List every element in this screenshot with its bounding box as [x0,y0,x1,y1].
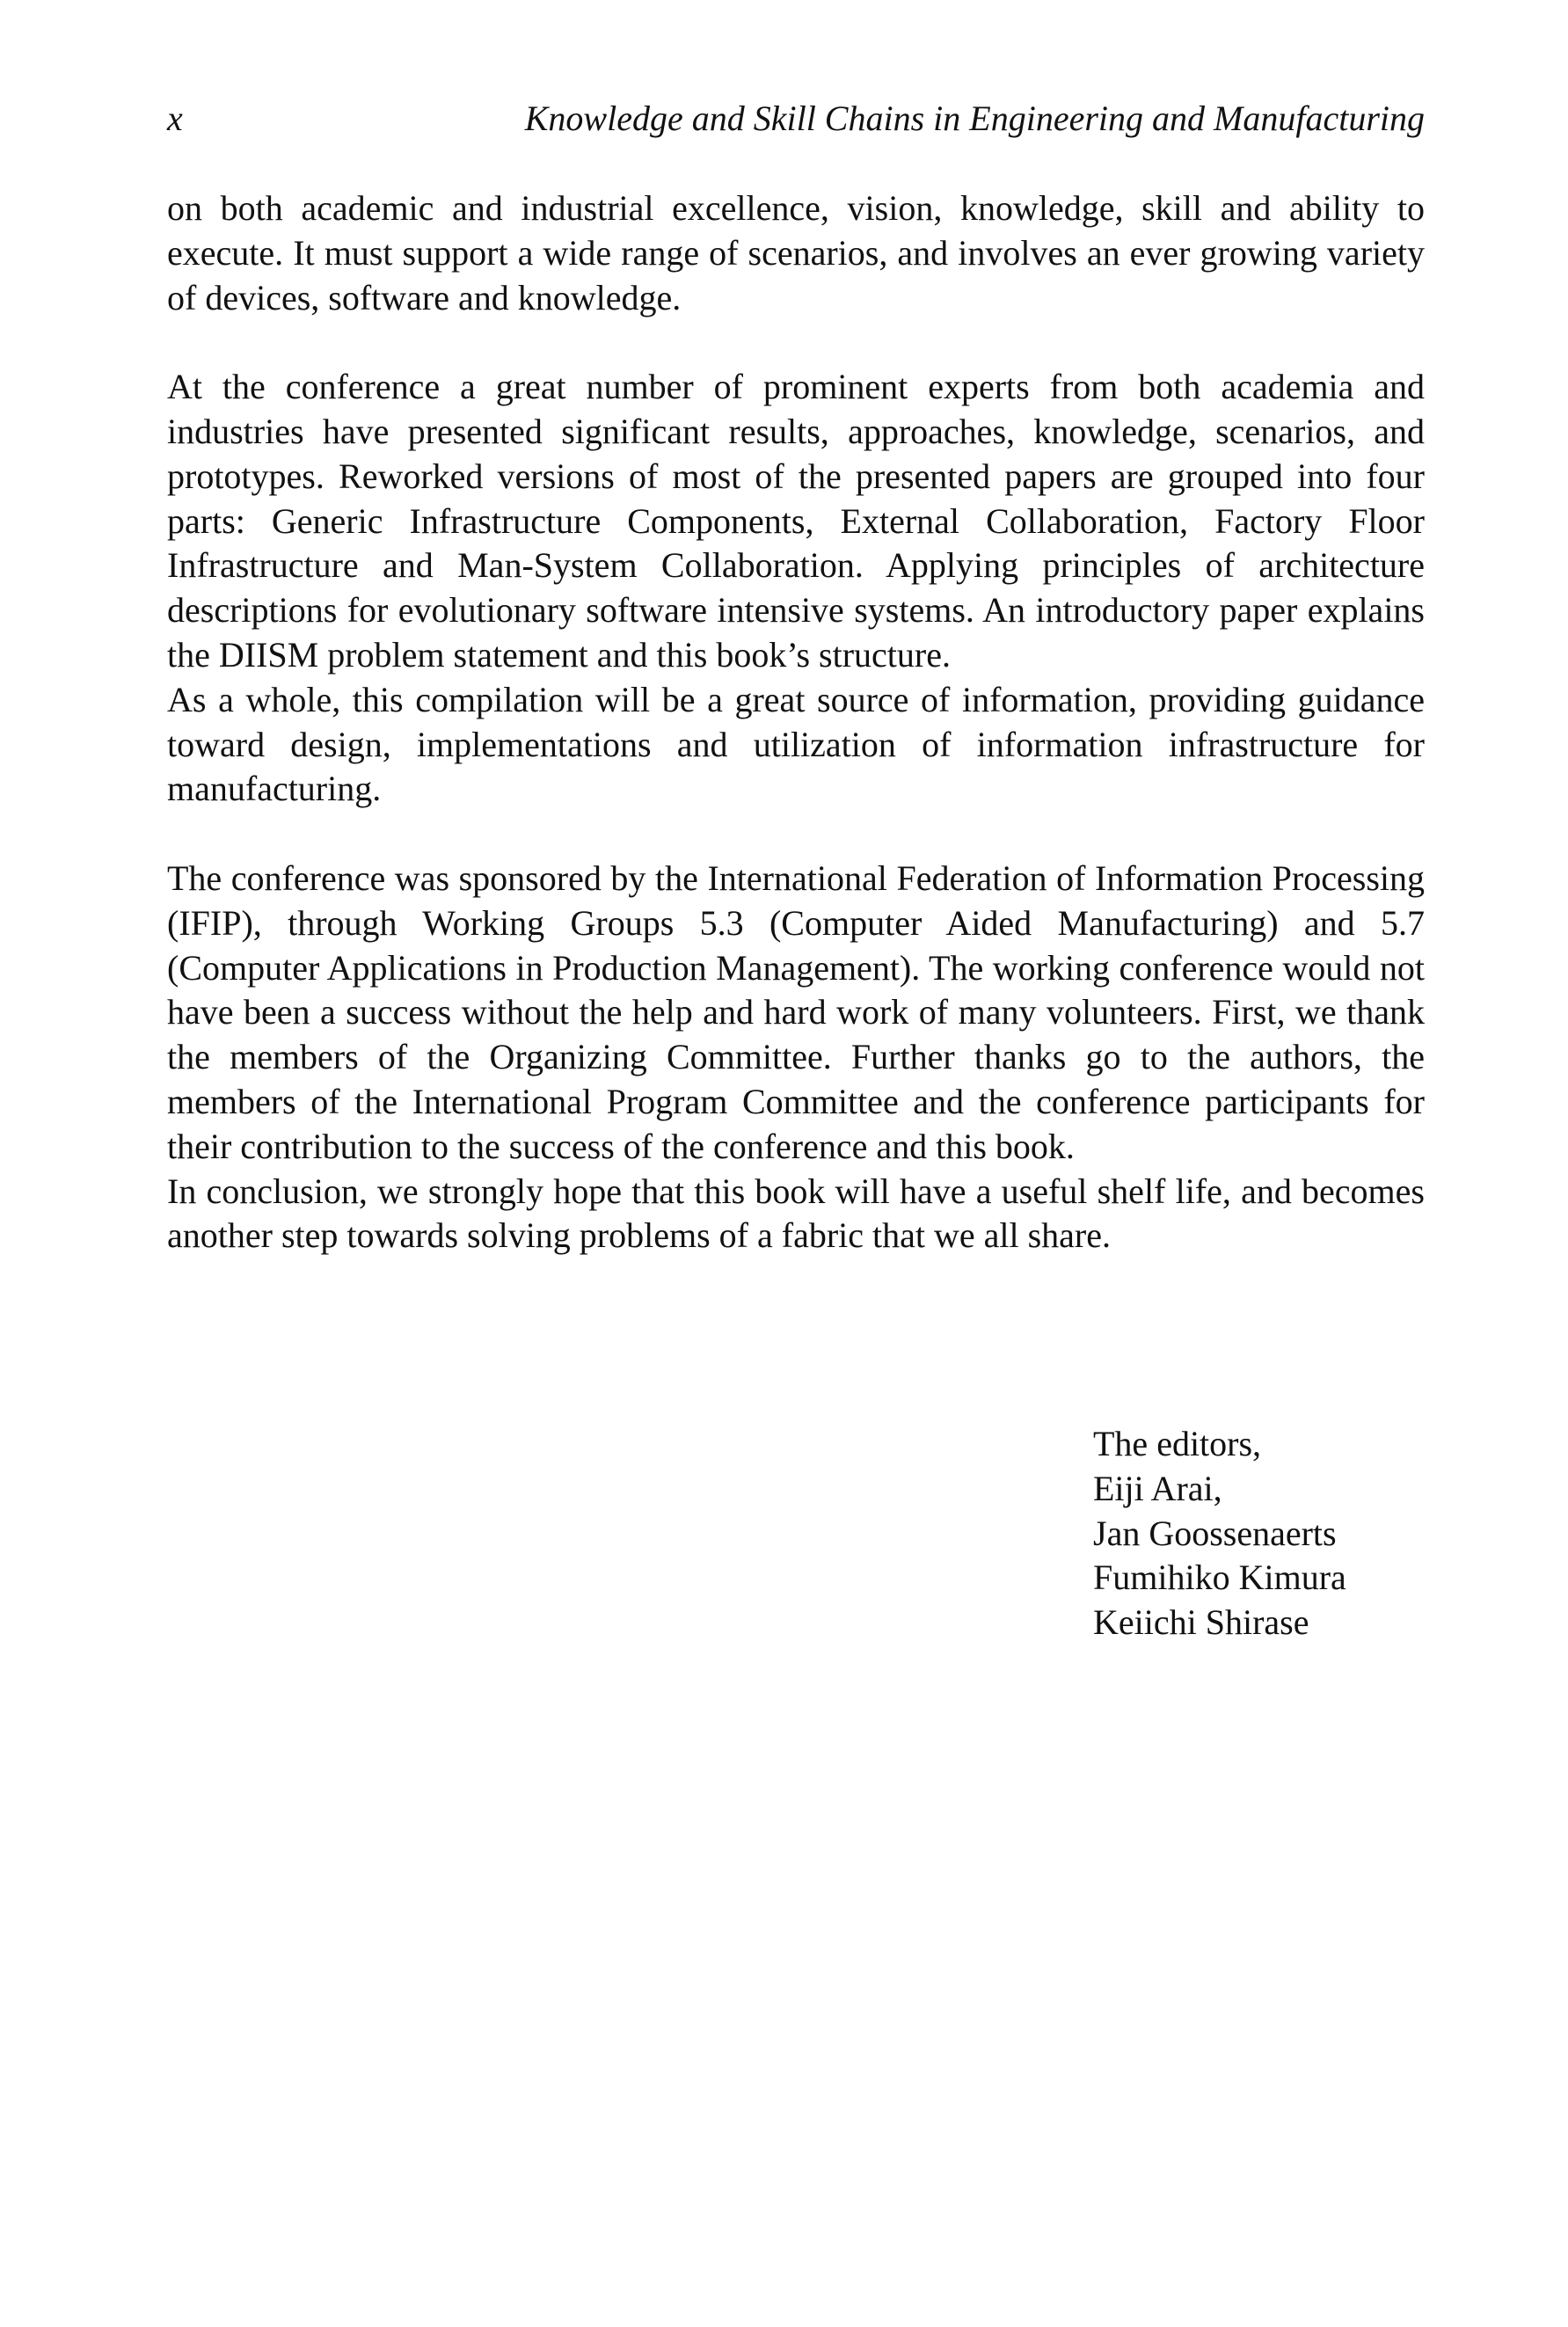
running-title: Knowledge and Skill Chains in Engineering and Manufacturing [524,98,1425,138]
editors-signature [1093,1422,1346,1645]
page-number: x [167,98,183,138]
paragraph-conclusion: In conclusion, we strongly hope that this book will have a useful shelf life, and becomes another step towards solving problems of a fabric that we all share. [167,1171,1425,1256]
signature-heading: The editors, [1093,1424,1262,1463]
editor-name: Fumihiko Kimura [1093,1557,1346,1598]
paragraph-conference-overview: At the conference a great number of prominent experts from both academia and industries have presented significant results, approaches, knowledge, scenarios, and prototypes. Reworked versions of most of the presented papers are grouped into four parts: Generic Infrastructure Components, External Collaboration, Factory Floor Infrastructure and Man-System Collaboration. Applying principles of architecture descriptions for evolutionary software intensive systems. An introductory paper explains the DIISM problem statement and this book’s structure. [167,367,1425,675]
body-text [167,186,1425,1258]
editor-name: Jan Goossenaerts [1093,1513,1337,1553]
editor-name: Keiichi Shirase [1093,1602,1309,1643]
editor-name: Eiji Arai, [1093,1468,1222,1508]
running-header [167,92,1425,145]
paragraph-compilation: As a whole, this compilation will be a great source of information, providing guidance toward design, implementations and utilization of information infrastructure for manufacturing. [167,679,1425,809]
paragraph-acknowledgements: The conference was sponsored by the International Federation of Information Processing (IFIP), through Working Groups 5.3 (Computer Aided Manufacturing) and 5.7 (Computer Applications in Production Management). The working conference would not have been a success without the help and hard work of many volunteers. First, we thank the members of the Organizing Committee. Further thanks go to the authors, the members of the International Program Committee and the conference participants for their contribution to the success of the conference and this book. [167,857,1425,1166]
paragraph-opening: on both academic and industrial excellence, vision, knowledge, skill and ability to execute. It must support a wide range of scenarios, and involves an ever growing variety of devices, software and knowledge. [167,188,1425,317]
